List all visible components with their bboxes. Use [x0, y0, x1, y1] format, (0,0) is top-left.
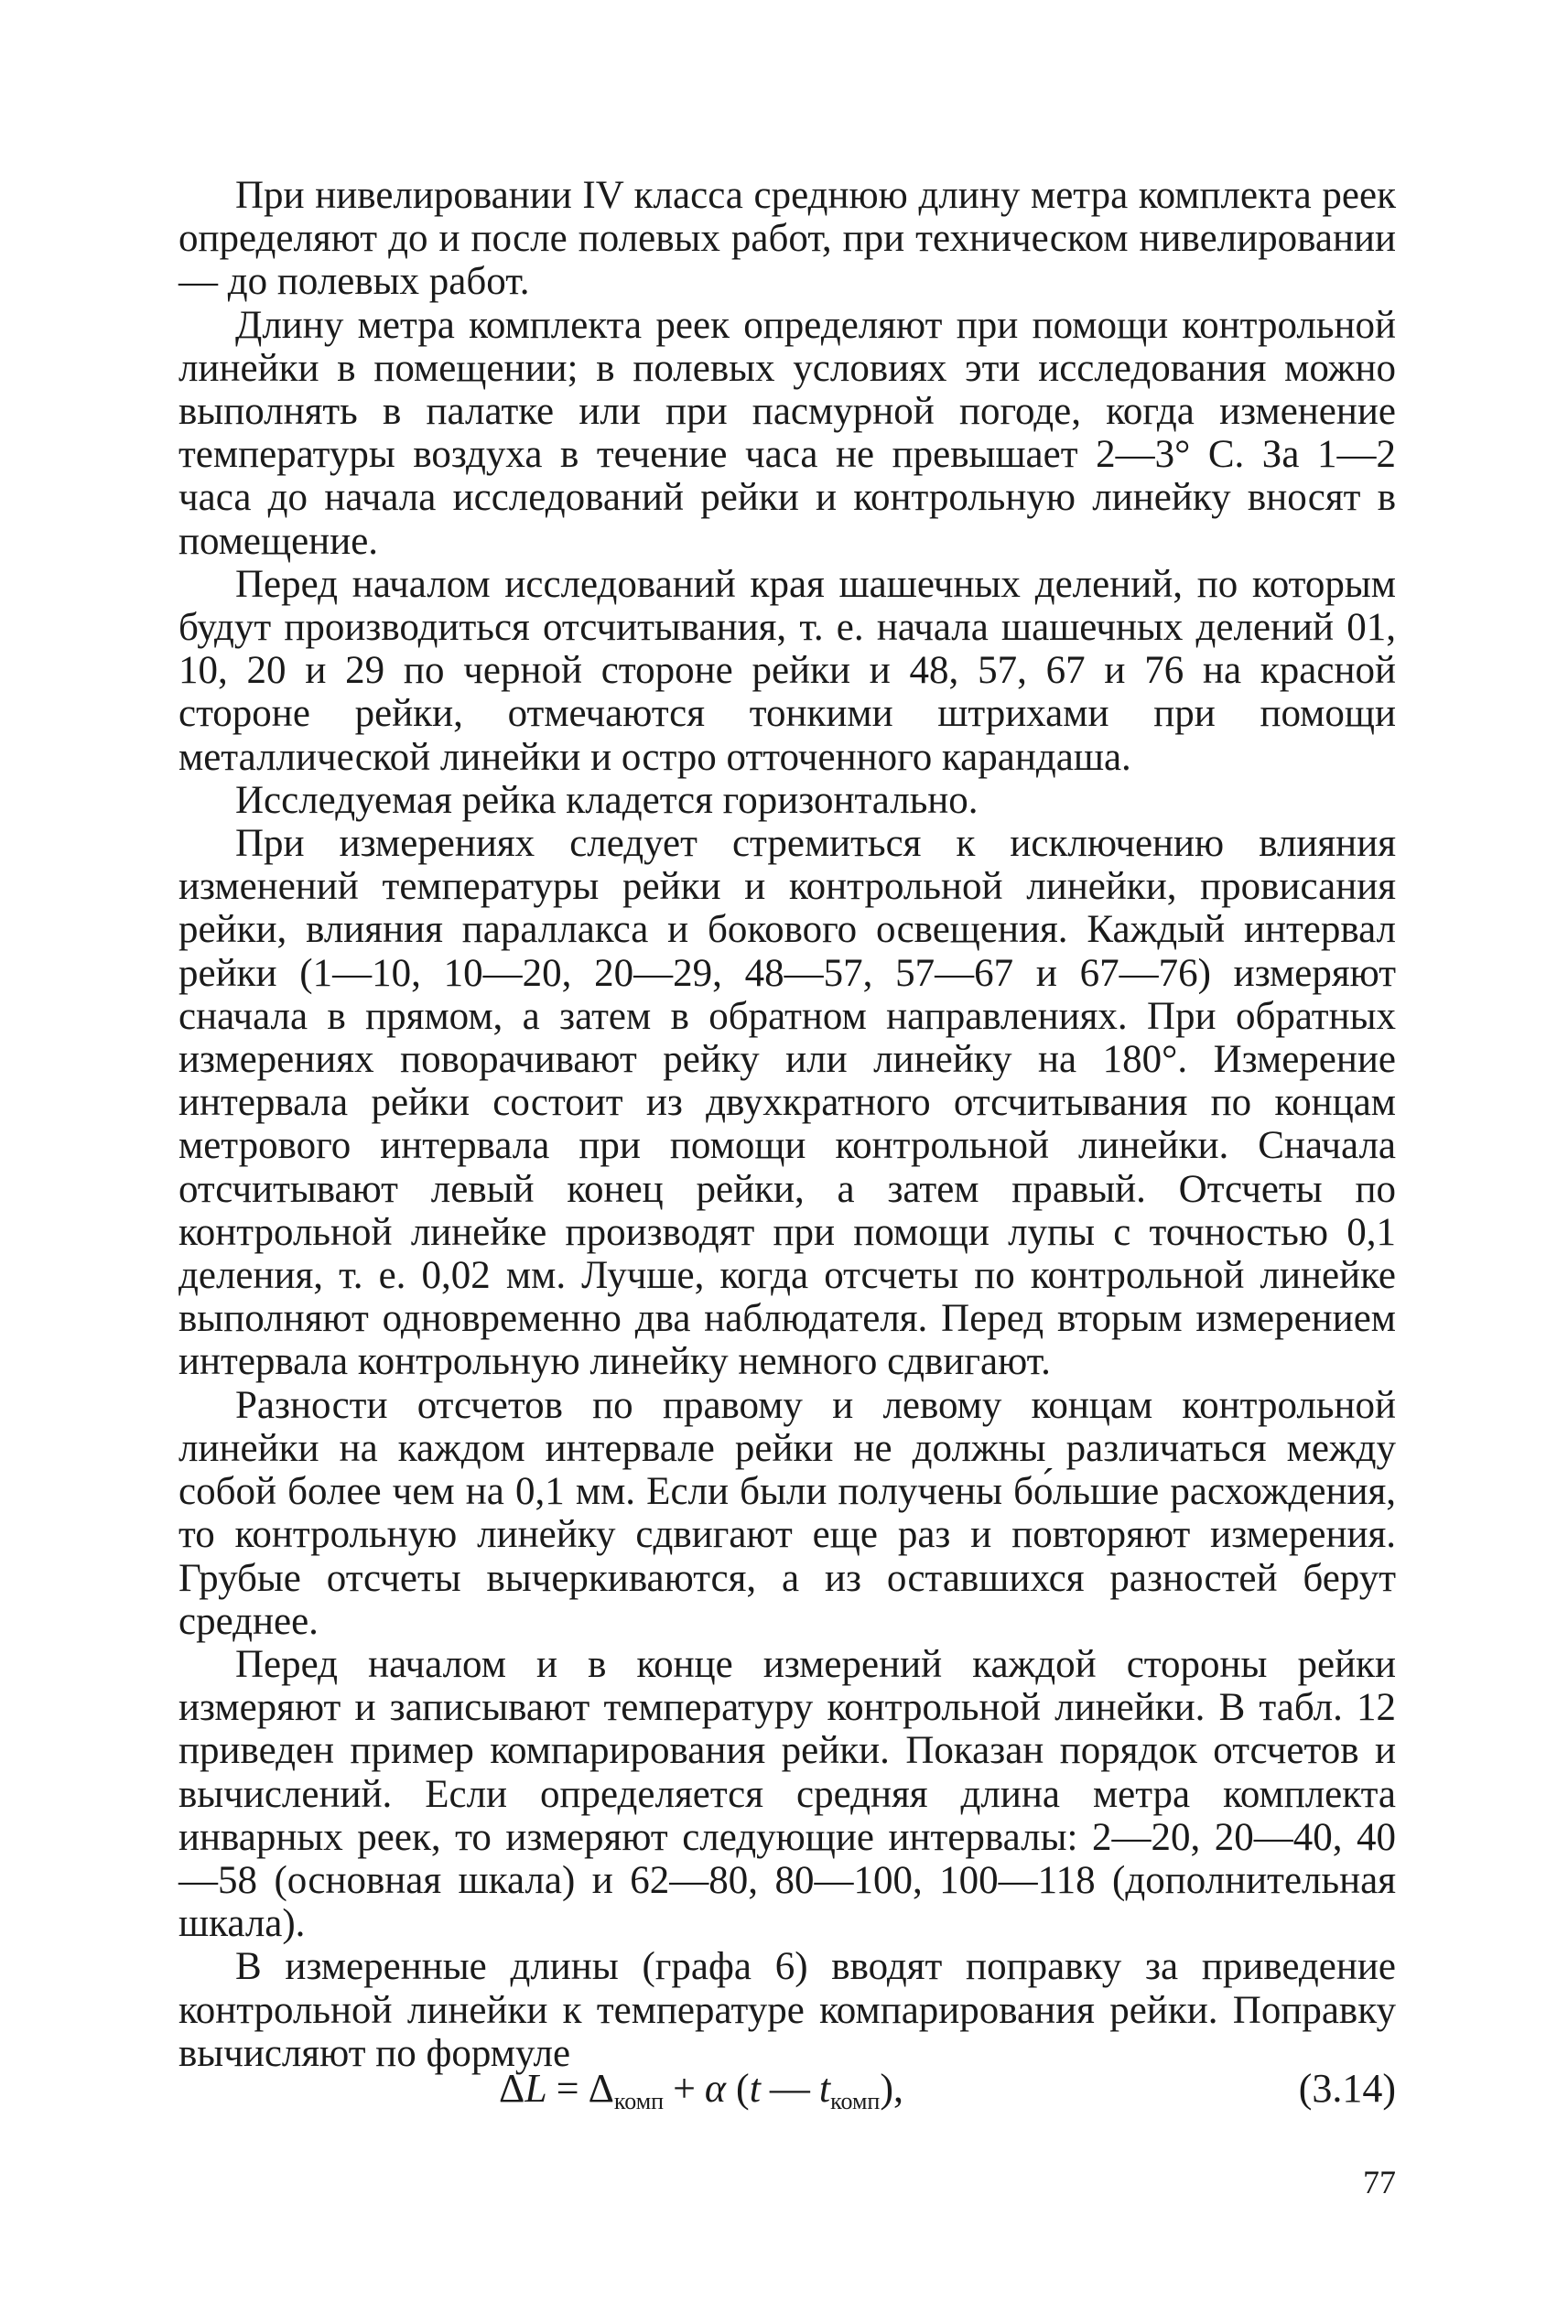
formula-close-paren: ),	[880, 2066, 903, 2111]
equation-number: (3.14)	[1298, 2066, 1396, 2111]
formula-delta-l: Δ	[499, 2066, 525, 2111]
paragraph-3: Перед началом исследований края шашечных делений, по которым будут производиться отсчитывания, т. е. начала шашечных делений 01, 10, 20 и 29 по черной стороне рейки и 48, 57, 67 и 76 на красной стороне рейки, отмечаются тонкими штрихами при помощи металлической линейки и остро отточенного карандаша.	[178, 562, 1396, 779]
paragraph-2: Длину метра комплекта реек определяют при помощи контрольной линейки в помещении; в полевых условиях эти исследования можно выполнять в палатке или при пасмурной погоде, когда изменение температуры воздуха в течение часа не превышает 2—3° С. За 1—2 часа до начала исследований рейки и контрольную линейку вносят в помещение.	[178, 303, 1396, 563]
formula-equals: =	[556, 2066, 579, 2111]
formula-open-paren: (	[736, 2066, 750, 2111]
formula-t-komp: t	[818, 2066, 831, 2111]
formula-delta: Δ	[588, 2066, 614, 2111]
formula-l: L	[524, 2066, 547, 2111]
body-text	[178, 174, 1396, 2075]
formula-row	[178, 2061, 1396, 2116]
formula	[499, 2061, 903, 2129]
formula-plus: +	[673, 2066, 696, 2111]
paragraph-4: Исследуемая рейка кладется горизонтально.	[235, 778, 979, 822]
formula-minus: —	[769, 2066, 810, 2111]
paragraph-5: При измерениях следует стремиться к исключению влияния изменений температуры рейки и контрольной линейки, провисания рейки, влияния параллакса и бокового освещения. Каждый интервал рейки (1—10, 10—20, 20—29, 48—57, 57—67 и 67—76) измеряют сначала в прямом, а затем в обратном направлениях. При обратных измерениях поворачивают рейку или линейку на 180°. Измерение интервала рейки состоит из двухкратного отсчитывания по концам метрового интервала при помощи контрольной линейки. Сначала отсчитывают левый конец рейки, а затем правый. Отсчеты по контрольной линейке производят при помощи лупы с точностью 0,1 деления, т. е. 0,02 мм. Лучше, когда отсчеты по контрольной линейке выполняют одновременно два наблюдателя. Перед вторым измерением интервала контрольную линейку немного сдвигают.	[178, 822, 1396, 1384]
formula-alpha: α	[704, 2066, 727, 2111]
paragraph-6: Разности отсчетов по правому и левому концам контрольной линейки на каждом интервале рейки не должны различаться между собой более чем на 0,1 мм. Если были получены бо́льшие расхождения, то контрольную линейку сдвигают еще раз и повторяют измерения. Грубые отсчеты вычеркиваются, а из оставшихся разностей берут среднее.	[178, 1383, 1396, 1643]
paragraph-1: При нивелировании IV класса среднюю длину метра комплекта реек определяют до и после полевых работ, при техническом нивелировании — до полевых работ.	[178, 174, 1396, 304]
page-number: 77	[1363, 2164, 1396, 2200]
formula-sub-komp-1: комп	[613, 2088, 665, 2114]
formula-t: t	[749, 2066, 761, 2111]
formula-sub-komp-2: комп	[830, 2088, 881, 2114]
paragraph-7: Перед началом и в конце измерений каждой стороны рейки измеряют и записывают температуру контрольной линейки. В табл. 12 приведен пример компарирования рейки. Показан порядок отсчетов и вычислений. Если определяется средняя длина метра комплекта инварных реек, то измеряют следующие интервалы: 2—20, 20—40, 40—58 (основная шкала) и 62—80, 80—100, 100—118 (дополнительная шкала).	[178, 1642, 1396, 1946]
paragraph-8: В измеренные длины (графа 6) вводят поправку за приведение контрольной линейки к температуре компарирования рейки. Поправку вычисляют по формуле	[178, 1945, 1396, 2075]
